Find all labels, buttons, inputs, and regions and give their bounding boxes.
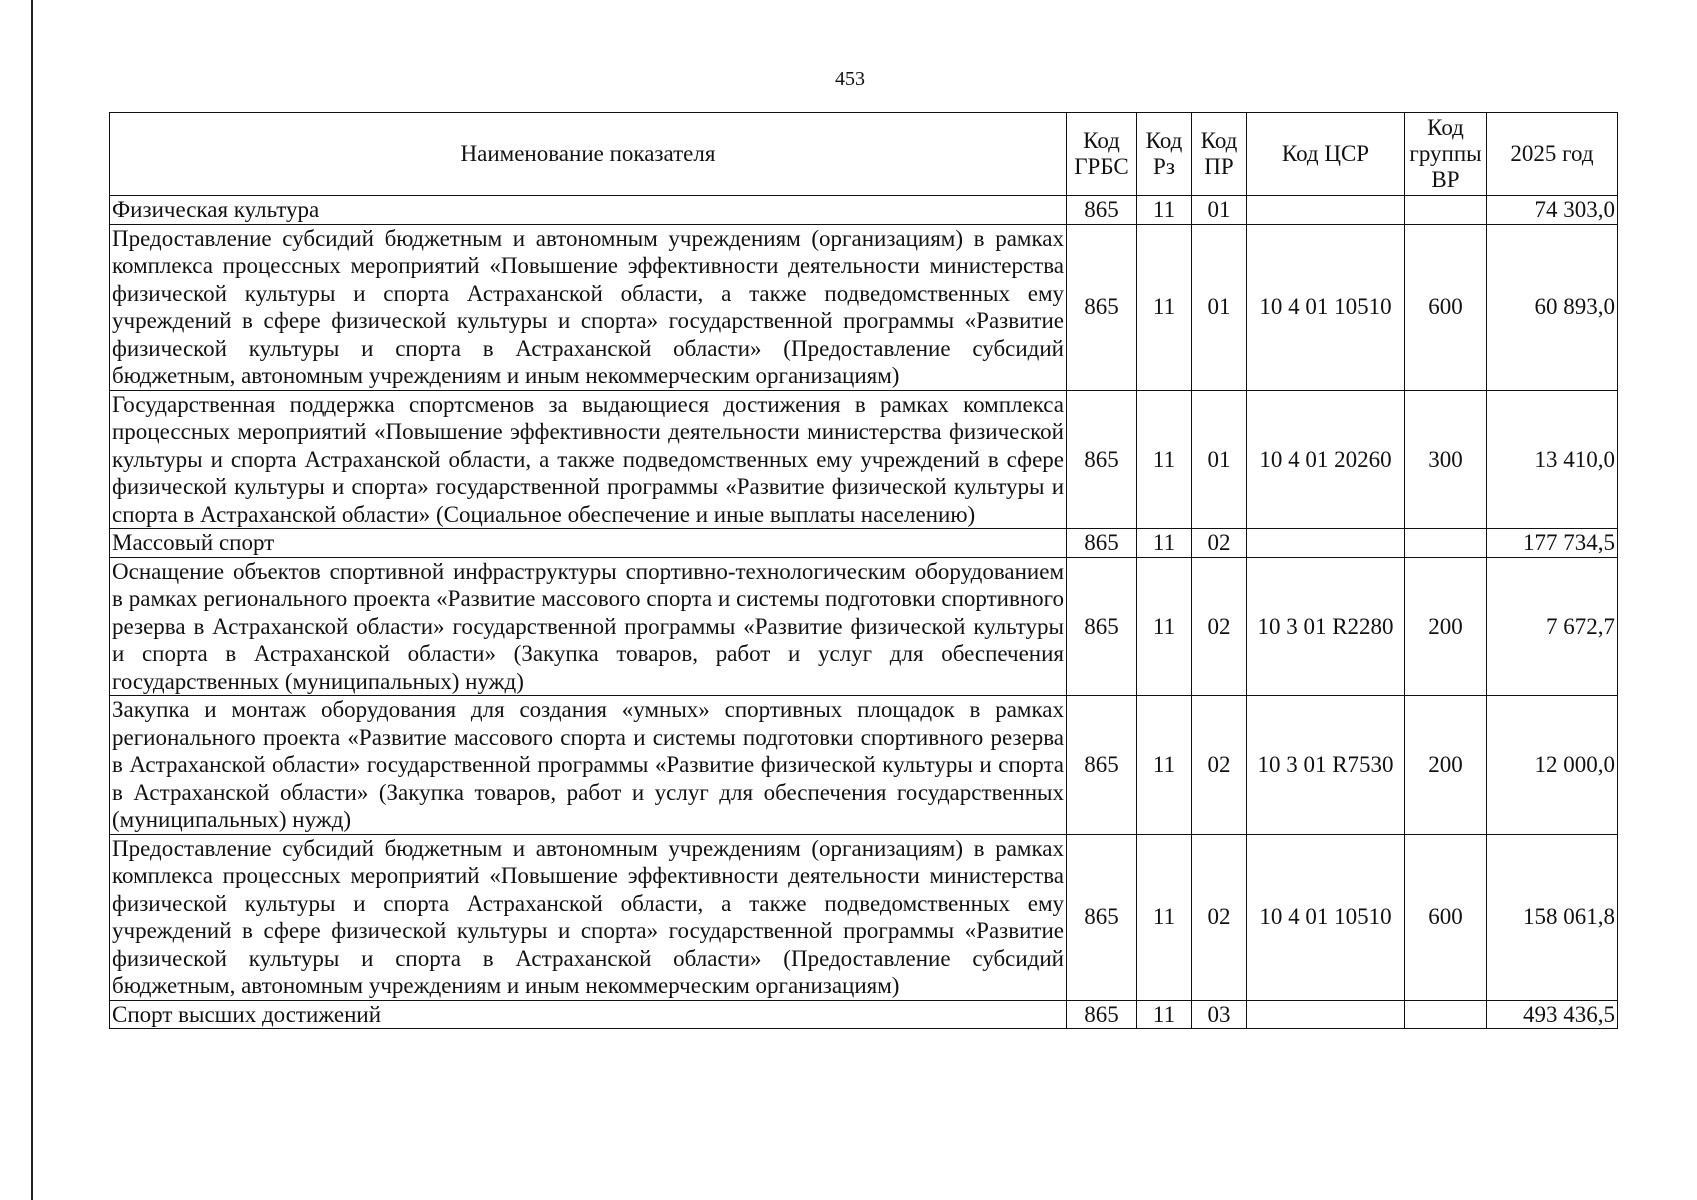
header-name: Наименование показателя [110, 113, 1067, 196]
row-grbs: 865 [1067, 834, 1137, 1000]
row-name: Государственная поддержка спортсменов за выдающиеся достижения в рамках комплекса процессных мероприятий «Повышение эффективности деятельности министерства физической культуры и спорта Астраханской области, а также подведомственных ему учреждений в сфере физической культуры и спорта» государственной программы «Развитие физической культуры и спорта в Астраханской области» (Социальное обеспечение и иные выплаты населению) [110, 390, 1067, 529]
row-rz: 11 [1137, 834, 1192, 1000]
row-pr: 02 [1192, 696, 1247, 835]
row-csr [1247, 196, 1405, 225]
row-grbs: 865 [1067, 224, 1137, 390]
row-csr: 10 4 01 10510 [1247, 224, 1405, 390]
row-value: 60 893,0 [1487, 224, 1618, 390]
table-row [110, 390, 1618, 529]
page-number: 453 [835, 68, 865, 90]
row-rz: 11 [1137, 696, 1192, 835]
row-vr [1405, 1000, 1487, 1029]
row-vr: 600 [1405, 224, 1487, 390]
header-year: 2025 год [1487, 113, 1618, 196]
table-row [110, 224, 1618, 390]
table-row [110, 696, 1618, 835]
row-rz: 11 [1137, 529, 1192, 558]
row-grbs: 865 [1067, 390, 1137, 529]
budget-table [109, 112, 1618, 1029]
binding-margin-line [31, 0, 33, 1200]
row-name: Физическая культура [110, 196, 1067, 225]
row-grbs: 865 [1067, 196, 1137, 225]
row-name: Закупка и монтаж оборудования для создания «умных» спортивных площадок в рамках регионального проекта «Развитие массового спорта и системы подготовки спортивного резерва в Астраханской области» государственной программы «Развитие физической культуры и спорта в Астраханской области» (Закупка товаров, работ и услуг для обеспечения государственных (муниципальных) нужд) [110, 696, 1067, 835]
table-row [110, 1000, 1618, 1029]
table-header-row [110, 113, 1618, 196]
row-name: Предоставление субсидий бюджетным и автономным учреждениям (организациям) в рамках комплекса процессных мероприятий «Повышение эффективности деятельности министерства физической культуры и спорта Астраханской области, а также подведомственных ему учреждений в сфере физической культуры и спорта» государственной программы «Развитие физической культуры и спорта в Астраханской области» (Предоставление субсидий бюджетным, автономным учреждениям и иным некоммерческим организациям) [110, 834, 1067, 1000]
row-rz: 11 [1137, 224, 1192, 390]
row-vr: 300 [1405, 390, 1487, 529]
row-pr: 02 [1192, 529, 1247, 558]
row-pr: 01 [1192, 390, 1247, 529]
row-name: Оснащение объектов спортивной инфраструктуры спортивно-технологическим оборудованием в рамках регионального проекта «Развитие массового спорта и системы подготовки спортивного резерва в Астраханской области» государственной программы «Развитие физической культуры и спорта в Астраханской области» (Закупка товаров, работ и услуг для обеспечения государственных (муниципальных) нужд) [110, 557, 1067, 696]
header-vr: Код группы ВР [1405, 113, 1487, 196]
row-rz: 11 [1137, 390, 1192, 529]
row-name: Массовый спорт [110, 529, 1067, 558]
table-row [110, 557, 1618, 696]
header-grbs: Код ГРБС [1067, 113, 1137, 196]
table-row [110, 196, 1618, 225]
row-name: Спорт высших достижений [110, 1000, 1067, 1029]
row-vr: 200 [1405, 557, 1487, 696]
row-pr: 01 [1192, 224, 1247, 390]
row-name: Предоставление субсидий бюджетным и автономным учреждениям (организациям) в рамках комплекса процессных мероприятий «Повышение эффективности деятельности министерства физической культуры и спорта Астраханской области, а также подведомственных ему учреждений в сфере физической культуры и спорта» государственной программы «Развитие физической культуры и спорта в Астраханской области» (Предоставление субсидий бюджетным, автономным учреждениям и иным некоммерческим организациям) [110, 224, 1067, 390]
row-vr [1405, 529, 1487, 558]
row-vr [1405, 196, 1487, 225]
row-csr: 10 3 01 R7530 [1247, 696, 1405, 835]
row-csr [1247, 1000, 1405, 1029]
header-rz: Код Рз [1137, 113, 1192, 196]
table-row [110, 834, 1618, 1000]
row-grbs: 865 [1067, 696, 1137, 835]
row-csr: 10 4 01 10510 [1247, 834, 1405, 1000]
header-csr: Код ЦСР [1247, 113, 1405, 196]
row-value: 12 000,0 [1487, 696, 1618, 835]
table-row [110, 529, 1618, 558]
row-value: 74 303,0 [1487, 196, 1618, 225]
row-grbs: 865 [1067, 557, 1137, 696]
row-grbs: 865 [1067, 529, 1137, 558]
row-value: 7 672,7 [1487, 557, 1618, 696]
row-csr [1247, 529, 1405, 558]
row-rz: 11 [1137, 196, 1192, 225]
row-vr: 200 [1405, 696, 1487, 835]
row-csr: 10 3 01 R2280 [1247, 557, 1405, 696]
row-grbs: 865 [1067, 1000, 1137, 1029]
row-value: 13 410,0 [1487, 390, 1618, 529]
row-value: 493 436,5 [1487, 1000, 1618, 1029]
row-pr: 03 [1192, 1000, 1247, 1029]
header-pr: Код ПР [1192, 113, 1247, 196]
row-pr: 02 [1192, 834, 1247, 1000]
row-rz: 11 [1137, 1000, 1192, 1029]
row-csr: 10 4 01 20260 [1247, 390, 1405, 529]
row-value: 177 734,5 [1487, 529, 1618, 558]
row-pr: 02 [1192, 557, 1247, 696]
row-vr: 600 [1405, 834, 1487, 1000]
row-pr: 01 [1192, 196, 1247, 225]
row-value: 158 061,8 [1487, 834, 1618, 1000]
row-rz: 11 [1137, 557, 1192, 696]
